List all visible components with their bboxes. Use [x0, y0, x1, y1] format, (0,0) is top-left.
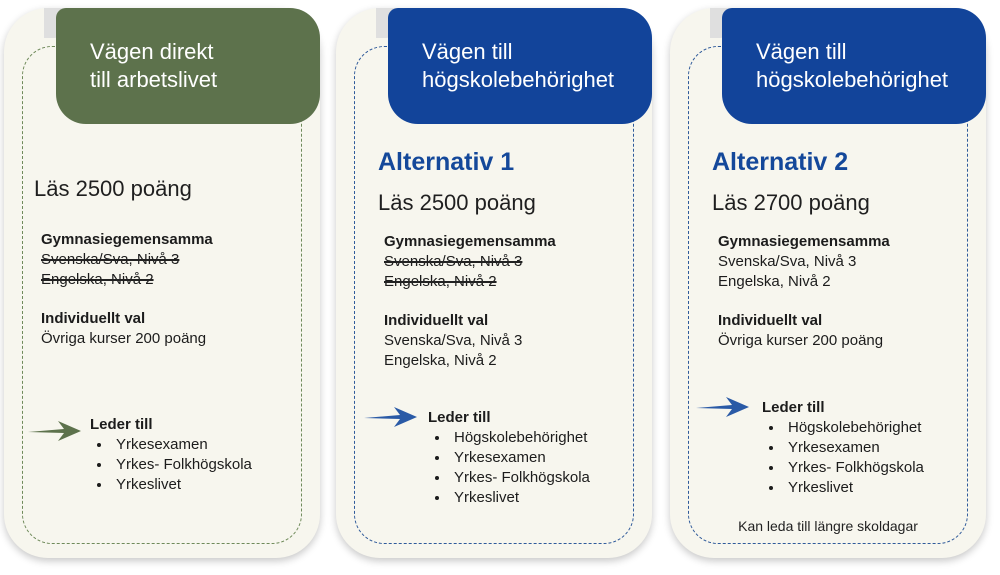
individual-course: Övriga kurser 200 poäng — [41, 330, 207, 347]
heading-line: högskolebehörighet — [422, 67, 615, 92]
leads-item: • Yrkesexamen — [450, 448, 590, 468]
individual-course: Övriga kurser 200 poäng — [718, 332, 884, 349]
points-label: Läs 2700 poäng — [712, 190, 870, 215]
individual-section — [718, 311, 883, 351]
leads-section — [90, 415, 252, 495]
card-heading — [388, 8, 652, 124]
gymnasie-heading: Gymnasiegemensamma — [718, 233, 890, 250]
alternative-title: Alternativ 2 — [712, 148, 849, 176]
individual-course: Engelska, Nivå 2 — [384, 352, 497, 369]
leads-heading: Leder till — [762, 399, 825, 416]
leads-item: • Yrkesexamen — [784, 438, 924, 458]
card-direct-work — [4, 8, 320, 558]
points-label: Läs 2500 poäng — [34, 176, 192, 201]
arrow-right-icon — [696, 394, 750, 420]
individual-section — [41, 309, 206, 349]
leads-item: • Högskolebehörighet — [784, 418, 924, 438]
card-heading — [56, 8, 320, 124]
individual-section — [384, 311, 522, 371]
footnote: Kan leda till längre skoldagar — [738, 518, 918, 534]
leads-item: • Yrkeslivet — [784, 478, 924, 498]
heading-line: högskolebehörighet — [756, 67, 949, 92]
individual-heading: Individuellt val — [41, 310, 146, 327]
alternative-title: Alternativ 1 — [378, 148, 515, 176]
leads-section — [428, 408, 590, 508]
leads-item: • Yrkesexamen — [112, 435, 252, 455]
leads-list — [428, 428, 590, 508]
heading-line: till arbetslivet — [90, 67, 218, 92]
leads-list — [762, 418, 924, 498]
heading-line: Vägen till — [422, 39, 513, 64]
gymnasie-course: Svenska/Sva, Nivå 3 — [41, 251, 180, 268]
leads-item: • Högskolebehörighet — [450, 428, 590, 448]
card-alternative-1 — [336, 8, 652, 558]
card-alternative-2 — [670, 8, 986, 558]
heading-line: Vägen direkt — [90, 39, 214, 64]
leads-item: • Yrkeslivet — [450, 488, 590, 508]
card-heading — [722, 8, 986, 124]
leads-item: • Yrkes- Folkhögskola — [112, 455, 252, 475]
gymnasie-heading: Gymnasiegemensamma — [41, 231, 213, 248]
gymnasie-course: Engelska, Nivå 2 — [718, 273, 831, 290]
individual-course: Svenska/Sva, Nivå 3 — [384, 332, 523, 349]
gymnasie-course: Svenska/Sva, Nivå 3 — [718, 253, 857, 270]
arrow-right-icon — [364, 404, 418, 430]
gymnasie-section — [718, 232, 890, 292]
leads-item: • Yrkes- Folkhögskola — [784, 458, 924, 478]
gymnasie-section — [41, 230, 213, 290]
arrow-right-icon — [28, 418, 82, 444]
leads-heading: Leder till — [428, 409, 491, 426]
gymnasie-course: Svenska/Sva, Nivå 3 — [384, 253, 523, 270]
gymnasie-section — [384, 232, 556, 292]
leads-section — [762, 398, 924, 498]
individual-heading: Individuellt val — [718, 312, 823, 329]
heading-line: Vägen till — [756, 39, 847, 64]
gymnasie-course: Engelska, Nivå 2 — [41, 271, 154, 288]
leads-list — [90, 435, 252, 495]
points-label: Läs 2500 poäng — [378, 190, 536, 215]
leads-heading: Leder till — [90, 416, 153, 433]
leads-item: • Yrkes- Folkhögskola — [450, 468, 590, 488]
gymnasie-heading: Gymnasiegemensamma — [384, 233, 556, 250]
leads-item: • Yrkeslivet — [112, 475, 252, 495]
individual-heading: Individuellt val — [384, 312, 489, 329]
gymnasie-course: Engelska, Nivå 2 — [384, 273, 497, 290]
